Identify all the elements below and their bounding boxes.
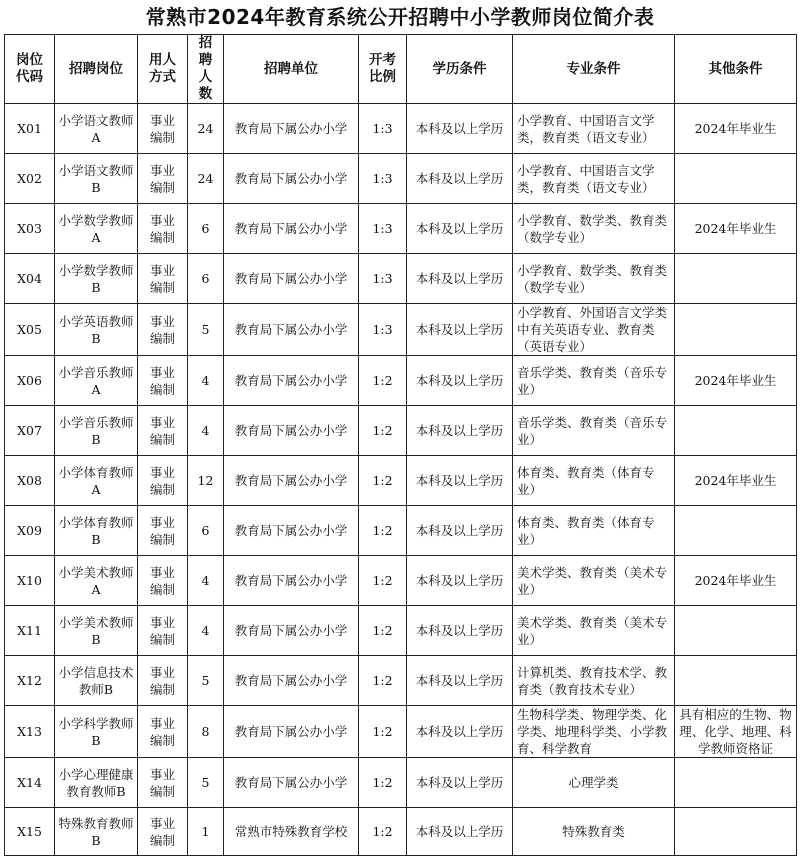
cell-major: 小学教育、中国语言文学类，教育类（语文专业） [513, 104, 675, 154]
table-row [5, 356, 797, 406]
table-row [5, 606, 797, 656]
cell-ratio: 1:2 [359, 456, 407, 506]
cell-edu: 本科及以上学历 [407, 104, 513, 154]
cell-unit: 教育局下属公办小学 [224, 254, 359, 304]
cell-count: 4 [188, 556, 224, 606]
cell-code: X12 [5, 656, 55, 706]
cell-code: X04 [5, 254, 55, 304]
cell-other: 2024年毕业生 [675, 104, 797, 154]
cell-edu: 本科及以上学历 [407, 706, 513, 758]
cell-other [675, 254, 797, 304]
cell-hire: 事业编制 [138, 254, 188, 304]
positions-table [4, 34, 797, 856]
cell-post: 小学音乐教师A [55, 356, 138, 406]
cell-other [675, 304, 797, 356]
cell-unit: 教育局下属公办小学 [224, 406, 359, 456]
header-count: 招聘人数 [188, 35, 224, 104]
cell-count: 4 [188, 606, 224, 656]
cell-ratio: 1:2 [359, 656, 407, 706]
header-hire: 用人方式 [138, 35, 188, 104]
cell-post: 特殊教育教师B [55, 808, 138, 856]
cell-edu: 本科及以上学历 [407, 758, 513, 808]
cell-major: 体育类、教育类（体育专业） [513, 506, 675, 556]
cell-other [675, 758, 797, 808]
cell-other: 2024年毕业生 [675, 204, 797, 254]
header-post: 招聘岗位 [55, 35, 138, 104]
cell-count: 6 [188, 506, 224, 556]
cell-major: 特殊教育类 [513, 808, 675, 856]
cell-post: 小学语文教师B [55, 154, 138, 204]
cell-count: 5 [188, 304, 224, 356]
page-title: 常熟市2024年教育系统公开招聘中小学教师岗位简介表 [145, 5, 655, 29]
cell-edu: 本科及以上学历 [407, 556, 513, 606]
cell-hire: 事业编制 [138, 758, 188, 808]
cell-other [675, 406, 797, 456]
cell-other [675, 808, 797, 856]
cell-major: 心理学类 [513, 758, 675, 808]
cell-edu: 本科及以上学历 [407, 456, 513, 506]
cell-major: 小学教育、数学类、教育类（数学专业） [513, 254, 675, 304]
cell-other: 2024年毕业生 [675, 456, 797, 506]
header-unit: 招聘单位 [224, 35, 359, 104]
cell-ratio: 1:2 [359, 556, 407, 606]
cell-post: 小学美术教师A [55, 556, 138, 606]
cell-hire: 事业编制 [138, 656, 188, 706]
cell-code: X02 [5, 154, 55, 204]
cell-ratio: 1:2 [359, 406, 407, 456]
table-row [5, 154, 797, 204]
cell-ratio: 1:3 [359, 304, 407, 356]
cell-count: 12 [188, 456, 224, 506]
cell-count: 5 [188, 656, 224, 706]
cell-code: X10 [5, 556, 55, 606]
cell-code: X08 [5, 456, 55, 506]
cell-ratio: 1:3 [359, 254, 407, 304]
cell-count: 6 [188, 254, 224, 304]
cell-major: 生物科学类、物理学类、化学类、地理科学类、小学教育、科学教育 [513, 706, 675, 758]
cell-other [675, 506, 797, 556]
cell-major: 小学教育、外国语言文学类中有关英语专业、教育类（英语专业） [513, 304, 675, 356]
cell-count: 24 [188, 104, 224, 154]
cell-other [675, 656, 797, 706]
header-other: 其他条件 [675, 35, 797, 104]
cell-major: 美术学类、教育类（美术专业） [513, 556, 675, 606]
cell-ratio: 1:3 [359, 204, 407, 254]
cell-post: 小学英语教师B [55, 304, 138, 356]
cell-code: X09 [5, 506, 55, 556]
cell-count: 5 [188, 758, 224, 808]
cell-hire: 事业编制 [138, 506, 188, 556]
cell-post: 小学心理健康教育教师B [55, 758, 138, 808]
table-row [5, 406, 797, 456]
table-row [5, 808, 797, 856]
cell-post: 小学体育教师A [55, 456, 138, 506]
header-ratio: 开考比例 [359, 35, 407, 104]
cell-code: X05 [5, 304, 55, 356]
cell-other: 具有相应的生物、物理、化学、地理、科学教师资格证 [675, 706, 797, 758]
cell-post: 小学体育教师B [55, 506, 138, 556]
cell-other: 2024年毕业生 [675, 556, 797, 606]
cell-other [675, 154, 797, 204]
cell-edu: 本科及以上学历 [407, 304, 513, 356]
cell-post: 小学语文教师A [55, 104, 138, 154]
cell-count: 6 [188, 204, 224, 254]
cell-ratio: 1:2 [359, 506, 407, 556]
table-row [5, 254, 797, 304]
cell-code: X06 [5, 356, 55, 406]
cell-hire: 事业编制 [138, 706, 188, 758]
cell-unit: 教育局下属公办小学 [224, 456, 359, 506]
cell-edu: 本科及以上学历 [407, 406, 513, 456]
table-row [5, 758, 797, 808]
cell-hire: 事业编制 [138, 808, 188, 856]
cell-post: 小学信息技术教师B [55, 656, 138, 706]
table-row [5, 456, 797, 506]
cell-ratio: 1:2 [359, 808, 407, 856]
cell-other [675, 606, 797, 656]
cell-count: 4 [188, 356, 224, 406]
cell-count: 4 [188, 406, 224, 456]
table-row [5, 104, 797, 154]
cell-post: 小学音乐教师B [55, 406, 138, 456]
cell-code: X03 [5, 204, 55, 254]
cell-code: X07 [5, 406, 55, 456]
cell-ratio: 1:2 [359, 706, 407, 758]
table-row [5, 556, 797, 606]
cell-hire: 事业编制 [138, 556, 188, 606]
cell-hire: 事业编制 [138, 356, 188, 406]
cell-code: X11 [5, 606, 55, 656]
cell-major: 小学教育、中国语言文学类，教育类（语文专业） [513, 154, 675, 204]
cell-edu: 本科及以上学历 [407, 254, 513, 304]
header-major: 专业条件 [513, 35, 675, 104]
cell-major: 体育类、教育类（体育专业） [513, 456, 675, 506]
cell-count: 1 [188, 808, 224, 856]
cell-ratio: 1:3 [359, 104, 407, 154]
table-body [5, 104, 797, 856]
table-row [5, 656, 797, 706]
cell-unit: 教育局下属公办小学 [224, 606, 359, 656]
table-header-row [5, 35, 797, 104]
cell-unit: 教育局下属公办小学 [224, 104, 359, 154]
cell-post: 小学美术教师B [55, 606, 138, 656]
cell-unit: 教育局下属公办小学 [224, 304, 359, 356]
cell-code: X15 [5, 808, 55, 856]
cell-unit: 教育局下属公办小学 [224, 758, 359, 808]
cell-count: 24 [188, 154, 224, 204]
cell-hire: 事业编制 [138, 406, 188, 456]
cell-edu: 本科及以上学历 [407, 356, 513, 406]
table-row [5, 204, 797, 254]
cell-unit: 教育局下属公办小学 [224, 706, 359, 758]
cell-major: 音乐学类、教育类（音乐专业） [513, 406, 675, 456]
cell-code: X13 [5, 706, 55, 758]
cell-post: 小学科学教师B [55, 706, 138, 758]
cell-post: 小学数学教师B [55, 254, 138, 304]
cell-ratio: 1:2 [359, 356, 407, 406]
cell-major: 音乐学类、教育类（音乐专业） [513, 356, 675, 406]
cell-edu: 本科及以上学历 [407, 656, 513, 706]
cell-code: X14 [5, 758, 55, 808]
table-row [5, 304, 797, 356]
cell-unit: 教育局下属公办小学 [224, 556, 359, 606]
cell-hire: 事业编制 [138, 104, 188, 154]
cell-edu: 本科及以上学历 [407, 606, 513, 656]
cell-major: 小学教育、数学类、教育类（数学专业） [513, 204, 675, 254]
cell-ratio: 1:3 [359, 154, 407, 204]
cell-unit: 教育局下属公办小学 [224, 506, 359, 556]
cell-hire: 事业编制 [138, 154, 188, 204]
header-code: 岗位代码 [5, 35, 55, 104]
cell-code: X01 [5, 104, 55, 154]
cell-ratio: 1:2 [359, 606, 407, 656]
cell-ratio: 1:2 [359, 758, 407, 808]
table-row [5, 706, 797, 758]
table-row [5, 506, 797, 556]
cell-edu: 本科及以上学历 [407, 204, 513, 254]
cell-unit: 常熟市特殊教育学校 [224, 808, 359, 856]
cell-post: 小学数学教师A [55, 204, 138, 254]
cell-hire: 事业编制 [138, 204, 188, 254]
cell-hire: 事业编制 [138, 304, 188, 356]
cell-unit: 教育局下属公办小学 [224, 154, 359, 204]
cell-unit: 教育局下属公办小学 [224, 356, 359, 406]
header-edu: 学历条件 [407, 35, 513, 104]
cell-edu: 本科及以上学历 [407, 506, 513, 556]
cell-major: 美术学类、教育类（美术专业） [513, 606, 675, 656]
cell-edu: 本科及以上学历 [407, 808, 513, 856]
cell-major: 计算机类、教育技术学、教育类（教育技术专业） [513, 656, 675, 706]
cell-hire: 事业编制 [138, 456, 188, 506]
cell-unit: 教育局下属公办小学 [224, 204, 359, 254]
cell-edu: 本科及以上学历 [407, 154, 513, 204]
cell-other: 2024年毕业生 [675, 356, 797, 406]
cell-hire: 事业编制 [138, 606, 188, 656]
cell-count: 8 [188, 706, 224, 758]
cell-unit: 教育局下属公办小学 [224, 656, 359, 706]
